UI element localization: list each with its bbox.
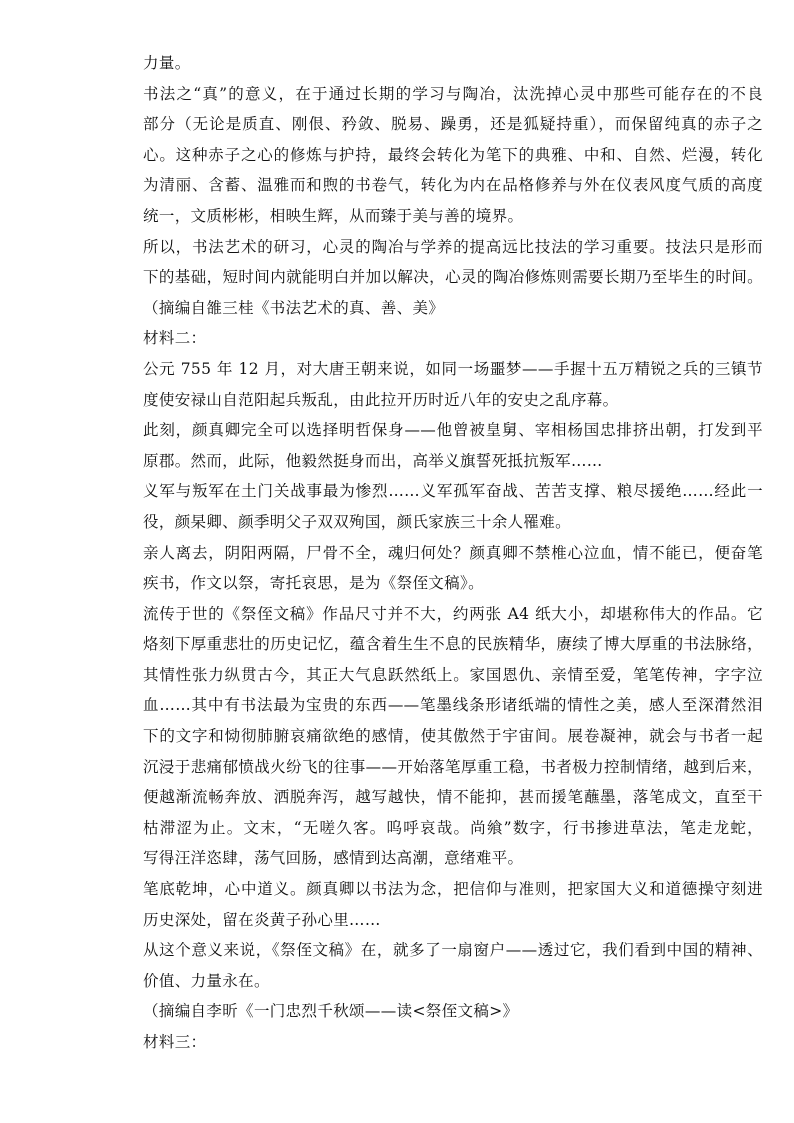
text-line: 书法之“真”的意义，在于通过长期的学习与陶冶，汰洗掉心灵中那些可能存在的不良: [143, 84, 763, 103]
text-line: 便越渐流畅奔放、洒脱奔泻，越写越快，情不能抑，甚而援笔蘸墨，落笔成文，直至干: [143, 788, 763, 807]
text-line: 疾书，作文以祭，寄托哀思，是为《祭侄文稿》。: [143, 574, 484, 593]
text-line: 下的基础，短时间内就能明白并加以解决，心灵的陶冶修炼则需要长期乃至毕生的时间。: [143, 268, 763, 287]
text-line: 度使安禄山自范阳起兵叛乱，由此拉开历时近八年的安史之乱序幕。: [143, 390, 619, 409]
text-line: 从这个意义来说，《祭侄文稿》在，就多了一扇窗户——透过它，我们看到中国的精神、: [143, 941, 763, 960]
text-line: 其情性张力纵贯古今，其正大气息跃然纸上。家国恩仇、亲情至爱，笔笔传神，字字泣: [143, 665, 763, 684]
text-line: （摘编自雒三桂《书法艺术的真、善、美》: [143, 298, 445, 317]
text-line: 历史深处，留在炎黄子孙心里……: [143, 910, 381, 929]
text-line: 为清丽、含蓄、温雅而和煦的书卷气，转化为内在品格修养与外在仪表风度气质的高度: [143, 176, 763, 195]
text-line: 沉浸于悲痛郁愤战火纷飞的往事——开始落笔厚重工稳，书者极力控制情绪，越到后来，: [143, 757, 763, 776]
text-line: 亲人离去，阴阳两隔，尸骨不全，魂归何处？颜真卿不禁椎心泣血，情不能已，便奋笔: [143, 543, 763, 562]
text-line: 义军与叛军在土门关战事最为惨烈……义军孤军奋战、苦苦支撑、粮尽援绝……经此一: [143, 482, 763, 501]
text-line: （摘编自李昕《一门忠烈千秋颂——读<祭侄文稿>》: [143, 1002, 519, 1021]
text-line: 烙刻下厚重悲壮的历史记忆，蕴含着生生不息的民族精华，赓续了博大厚重的书法脉络，: [143, 635, 763, 654]
text-line: 材料二：: [143, 329, 207, 348]
text-line: 此刻，颜真卿完全可以选择明哲保身——他曾被皇舅、宰相杨国忠排挤出朝，打发到平: [143, 421, 763, 440]
text-line: 笔底乾坤，心中道义。颜真卿以书法为念，把信仰与准则，把家国大义和道德操守刻进: [143, 880, 763, 899]
text-line: 血……其中有书法最为宝贵的东西——笔墨线条形诸纸端的情性之美，感人至深潸然泪: [143, 696, 763, 715]
text-line: 力量。: [143, 54, 191, 72]
text-line: 下的文字和恸彻肺腑哀痛欲绝的感情，使其傲然于宇宙间。展卷凝神，就会与书者一起: [143, 727, 763, 746]
text-line: 所以，书法艺术的研习，心灵的陶冶与学养的提高远比技法的学习重要。技法只是形而: [143, 237, 763, 256]
text-line: 部分（无论是质直、刚佷、矜敛、脱易、躁勇，还是狐疑持重），而保留纯真的赤子之: [143, 115, 763, 134]
text-line: 枯滞涩为止。文末，“无嗟久客。呜呼哀哉。尚飨”数字，行书掺进草法，笔走龙蛇，: [143, 818, 763, 837]
text-line: 材料三：: [143, 1033, 207, 1051]
text-line: 公元 755 年 12 月，对大唐王朝来说，如同一场噩梦——手握十五万精锐之兵的三镇节: [143, 359, 763, 378]
text-line: 役，颜杲卿、颜季明父子双双殉国，颜氏家族三十余人罹难。: [143, 512, 571, 531]
document-body: [143, 48, 763, 1058]
text-line: 价值、力量永在。: [143, 971, 270, 990]
text-line: 流传于世的《祭侄文稿》作品尺寸并不大，约两张 A4 纸大小，却堪称伟大的作品。它: [143, 604, 763, 623]
text-line: 写得汪洋恣肆，荡气回肠，感情到达高潮，意绪难平。: [143, 849, 524, 868]
text-line: 统一，文质彬彬，相映生辉，从而臻于美与善的境界。: [143, 206, 524, 225]
text-line: 原郡。然而，此际，他毅然挺身而出，高举义旗誓死抵抗叛军……: [143, 451, 603, 470]
text-line: 心。这种赤子之心的修炼与护持，最终会转化为笔下的典雅、中和、自然、烂漫，转化: [143, 145, 763, 164]
